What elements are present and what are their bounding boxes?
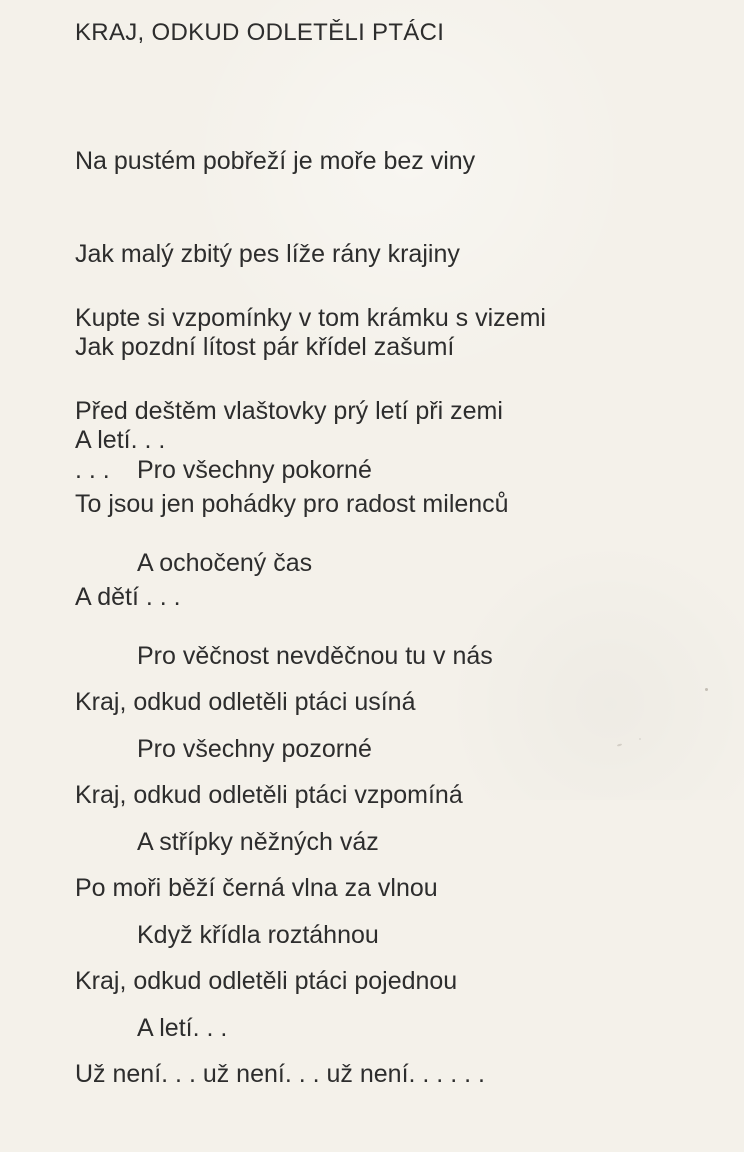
stanza-line: Už není. . . už není. . . už není. . . . . . [75, 1060, 485, 1088]
paper-speck [617, 743, 622, 746]
stanza-line: Pro věčnost nevděčnou tu v nás [137, 642, 493, 670]
stanza-line: Po moři běží černá vlna za vlnou [75, 874, 438, 902]
stanza-line: Na pustém pobřeží je moře bez viny [75, 147, 476, 175]
stanza-line: Kraj, odkud odletěli ptáci vzpomíná [75, 781, 463, 809]
stanza-line [75, 455, 493, 486]
stanza-line: Kraj, odkud odletěli ptáci pojednou [75, 967, 458, 995]
stanza-line: Když křídla roztáhnou [137, 921, 379, 949]
stanza-line: Jak pozdní lítost pár křídel zašumí [75, 333, 455, 361]
stanza-line: Kupte si vzpomínky v tom krámku s vizemi [75, 304, 546, 332]
stanza-line: A střípky něžných váz [137, 828, 379, 856]
stanza-line-text: Pro všechny pokorné [137, 456, 372, 484]
stanza-line: A ochočený čas [137, 549, 313, 577]
stanza-line: To jsou jen pohádky pro radost milenců [75, 490, 509, 518]
stanza-4 [75, 625, 485, 1152]
leading-ellipsis: . . . [75, 456, 110, 484]
paper-speck [705, 688, 708, 691]
stanza-line: A dětí . . . [75, 583, 181, 611]
stanza-line: Pro všechny pozorné [137, 735, 372, 763]
stanza-line: A letí. . . [75, 426, 166, 454]
paper-speck [639, 738, 641, 740]
stanza-line: Jak malý zbitý pes líže rány krajiny [75, 240, 460, 268]
stanza-line: Před deštěm vlaštovky prý letí při zemi [75, 397, 503, 425]
poem-title: KRAJ, ODKUD ODLETĚLI PTÁCI [75, 19, 445, 46]
stanza-line: Kraj, odkud odletěli ptáci usíná [75, 688, 416, 716]
stanza-line: A letí. . . [137, 1014, 228, 1042]
